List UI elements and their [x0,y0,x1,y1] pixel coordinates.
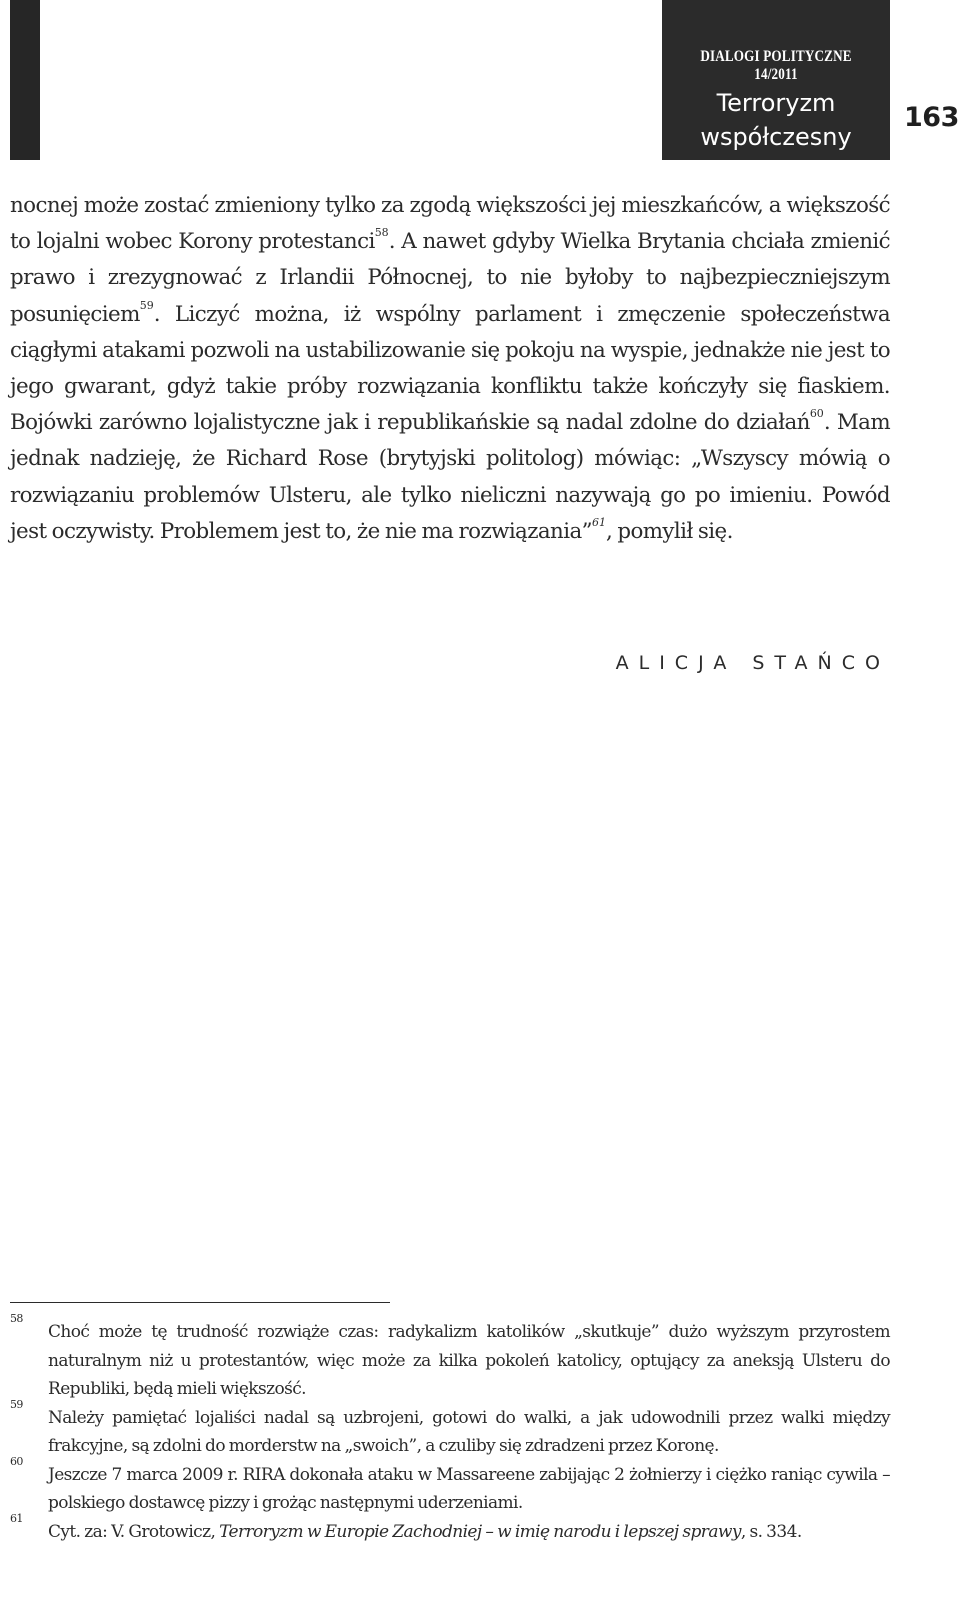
text-segment: . A nawet gdyby Wielka Brytania chciała zmienić prawo i zrezygnować z Irlandii Północnej, to nie byłoby to najbezpieczniejszym posunięciem [10,229,890,327]
paragraph [10,188,890,550]
footnote-separator [10,1302,390,1303]
footnote-ref[interactable]: 59 [139,298,154,312]
footnotes [10,1312,890,1546]
footnote [10,1312,890,1404]
margin-bar [10,0,40,160]
footnote-text: Należy pamiętać lojaliści nadal są uzbrojeni, gotowi do walki, a jak udowodnili przez walki między frakcyjne, są zdolni do morderstw na „swoich”, a czuliby się zdradzeni przez Koronę. [48,1407,890,1456]
page-number: 163 [904,102,959,133]
footnote-text: Jeszcze 7 marca 2009 r. RIRA dokonała ataku w Massareene zabijając 2 żołnierzy i ciężko raniąc cywila – polskiego dostawcę pizzy i grożąc następnymi uderzeniami. [48,1464,890,1513]
footnote-number: 60 [10,1454,23,1468]
footnote-ref[interactable]: 61 [591,515,606,529]
footnote-number: 61 [10,1511,23,1525]
author-signature: ALICJA STAŃCO [615,652,890,674]
main-text [10,188,890,550]
section-title-line-1: Terroryzm [716,89,836,117]
footnote-text: Choć może tę trudność rozwiąże czas: radykalizm katolików „skutkuje” dużo wyższym przyrostem naturalnym niż u protestantów, więc może za kilka pokoleń katolicy, optujący za aneksją Ulsteru do Republiki, będą mieli większość. [48,1322,890,1399]
footnote-ref[interactable]: 60 [809,407,824,421]
footnote-number: 58 [10,1312,23,1325]
footnote [10,1454,890,1518]
citation-prefix: Cyt. za: V. Grotowicz, [48,1521,220,1542]
section-title-line-2: współczesny [700,123,852,151]
footnote-ref[interactable]: 58 [374,226,389,240]
footnote-text [48,1518,890,1547]
journal-title: DIALOGI POLITYCZNE 14/2011 [700,48,852,83]
citation-title: Terroryzm w Europie Zachodniej – w imię narodu i lepszej sprawy [219,1521,741,1542]
footnote [10,1511,890,1547]
text-segment: , pomylił się. [605,518,733,544]
citation-suffix: , s. 334. [740,1521,802,1542]
section-title [662,86,890,154]
text-segment: . Mam jednak nadzieję, że Richard Rose (brytyjski politolog) mówiąc: „Wszyscy mówią o rozwiązaniu problemów Ulsteru, ale tylko nieliczni nazywają go po imieniu. Powód jest oczywisty. Problemem jest to, że nie ma rozwiązania” [10,410,890,544]
text-segment: nocnej może zostać zmieniony tylko za zgodą większości jej mieszkańców, a większość to lojalni wobec Korony protestanci [10,193,890,255]
running-header [662,0,890,160]
footnote [10,1397,890,1461]
text-segment: . Liczyć można, iż wspólny parlament i zmęczenie społeczeństwa ciągłymi atakami pozwoli na ustabilizowanie się pokoju na wyspie, jednakże nie jest to jego gwarant, gdyż takie próby rozwiązania konfliktu także kończyły się fiaskiem. Bojówki zarówno lojalistyczne jak i republikańskie są nadal zdolne do działań [10,301,890,436]
footnote-number: 59 [10,1397,23,1411]
